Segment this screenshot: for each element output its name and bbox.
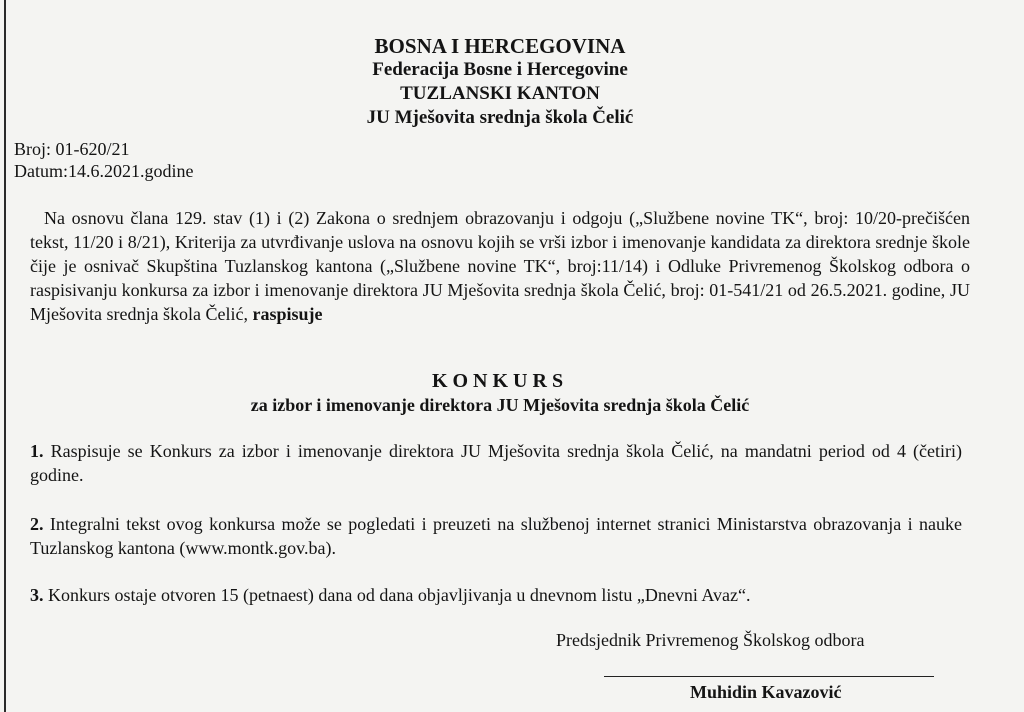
intro-bold-word: raspisuje [252, 304, 323, 324]
header-federation: Federacija Bosne i Hercegovine [372, 59, 628, 80]
list-item [30, 512, 962, 560]
signature-line [604, 676, 934, 677]
signature-role: Predsjednik Privremenog Školskog odbora [556, 630, 865, 650]
competition-subtitle: za izbor i imenovanje direktora JU Mješovita srednja škola Čelić [250, 395, 750, 415]
item-text: Raspisuje se Konkurs za izbor i imenovanje direktora JU Mješovita srednja škola Čelić, na mandatni period od 4 (četiri) godine. [30, 441, 963, 485]
reference-block [14, 138, 193, 182]
intro-text: Na osnovu člana 129. stav (1) i (2) Zakona o srednjem obrazovanju i odgoju („Službene novine TK“, broj: 10/20-prečišćen tekst, 11/20 i 8/21), Kriterija za utvrđivanje uslova na osnovu kojih se vrši izbor i imenovanje kandidata za direktora srednje škole čije je osnivač Skupština Tuzlanskog kantona („Službene novine TK“, broj:11/14) i Odluke Privremenog Školskog odbora o raspisivanju konkursa za izbor i imenovanje direktora JU Mješovita srednja škola Čelić, broj: 01-541/21 od 26.5.2021. godine, JU Mješovita srednja škola Čelić, [30, 208, 970, 324]
header-canton: TUZLANSKI KANTON [400, 83, 600, 104]
intro-paragraph [30, 206, 970, 326]
item-number: 3. [30, 585, 44, 605]
item-number: 1. [30, 441, 44, 461]
header-country: BOSNA I HERCEGOVINA [374, 34, 626, 58]
reference-number: Broj: 01-620/21 [14, 139, 130, 159]
list-item [30, 583, 962, 607]
item-number: 2. [30, 514, 44, 534]
document-header [0, 34, 1000, 130]
item-text: Konkurs ostaje otvoren 15 (petnaest) dana od dana objavljivanja u dnevnom listu „Dnevni Avaz“. [48, 585, 751, 605]
competition-title: KONKURS [431, 370, 569, 392]
competition-title-block [0, 369, 1000, 417]
item-text: Integralni tekst ovog konkursa može se pogledati i preuzeti na službenoj internet stranici Ministarstva obrazovanja i nauke Tuzlanskog kantona (www.montk.gov.ba). [30, 514, 963, 558]
header-school: JU Mješovita srednja škola Čelić [366, 107, 634, 128]
list-item [30, 439, 962, 487]
reference-date: Datum:14.6.2021.godine [14, 161, 194, 181]
signature-name: Muhidin Kavazović [690, 682, 842, 702]
